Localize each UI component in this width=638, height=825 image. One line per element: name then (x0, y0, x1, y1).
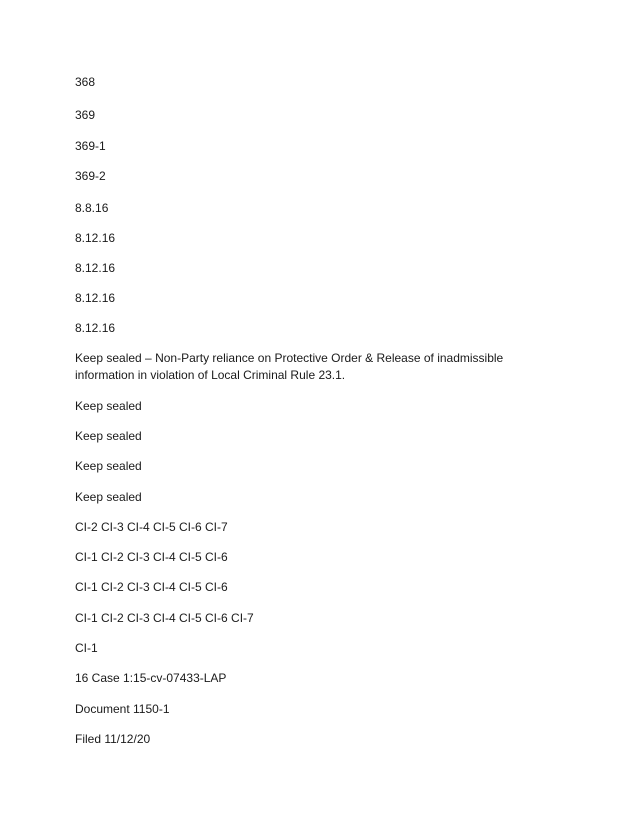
date-entry: 8.12.16 (75, 291, 116, 305)
exhibit-number: 368 (75, 75, 96, 89)
ci-list: CI-1 CI-2 CI-3 CI-4 CI-5 CI-6 (75, 550, 228, 564)
date-entry: 8.12.16 (75, 321, 116, 335)
date-entry: 8.12.16 (75, 261, 116, 275)
sealing-status: Keep sealed (75, 399, 142, 413)
sealing-status: Keep sealed (75, 429, 142, 443)
ci-list: CI-1 CI-2 CI-3 CI-4 CI-5 CI-6 (75, 580, 228, 594)
sealing-rationale: Keep sealed – Non-Party reliance on Protective Order & Release of inadmissible information in violation of Local Criminal Rule 23.1. (75, 351, 504, 382)
filed-date: Filed 11/12/20 (75, 732, 151, 746)
document-number: Document 1150-1 (75, 702, 170, 716)
date-entry: 8.8.16 (75, 201, 109, 215)
exhibit-number: 369-1 (75, 139, 106, 153)
ci-list: CI-1 CI-2 CI-3 CI-4 CI-5 CI-6 CI-7 (75, 611, 254, 625)
ci-list: CI-1 (75, 641, 98, 655)
date-entry: 8.12.16 (75, 231, 116, 245)
sealing-status: Keep sealed (75, 459, 142, 473)
sealing-status: Keep sealed (75, 490, 142, 504)
ci-list: CI-2 CI-3 CI-4 CI-5 CI-6 CI-7 (75, 520, 228, 534)
exhibit-number: 369 (75, 108, 96, 122)
case-caption: 16 Case 1:15-cv-07433-LAP (75, 671, 227, 685)
exhibit-number: 369-2 (75, 169, 106, 183)
